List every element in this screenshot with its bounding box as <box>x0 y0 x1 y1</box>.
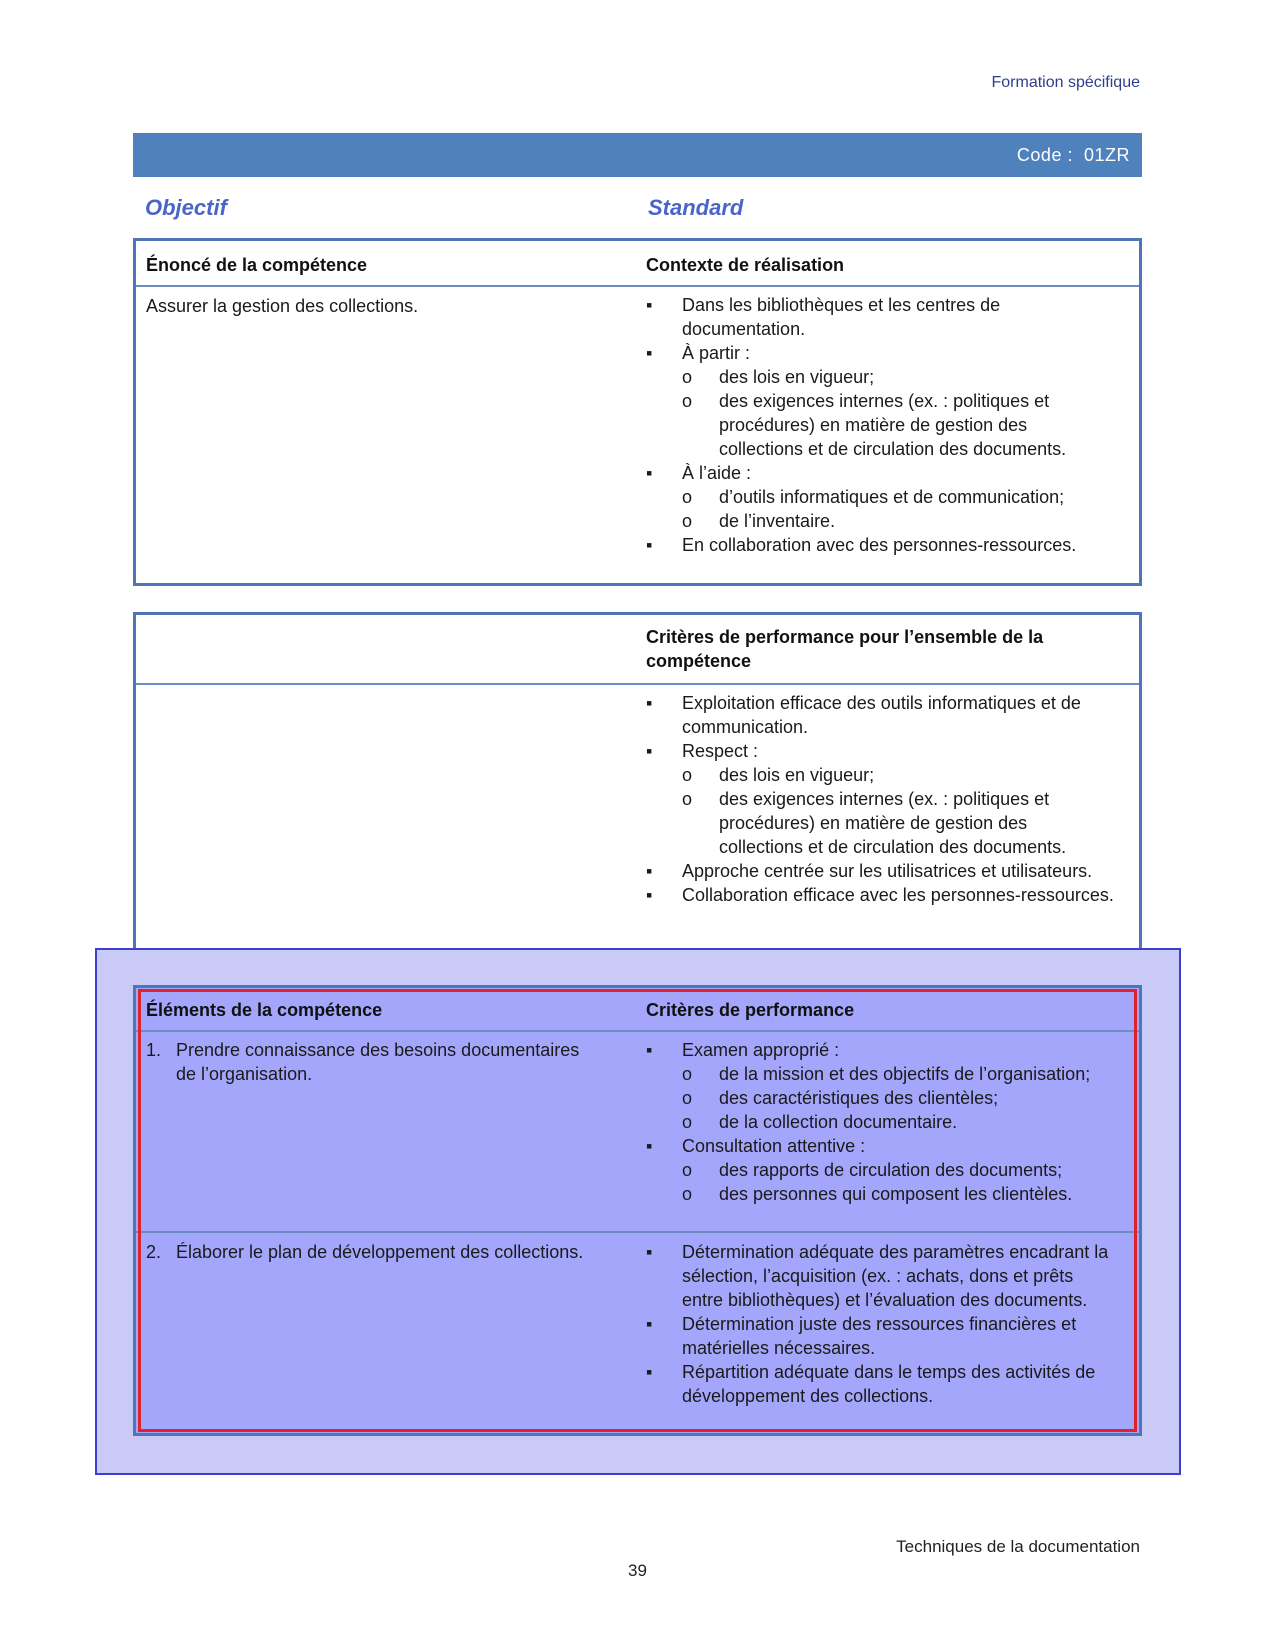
list-item: o d’outils informatiques et de communication; <box>682 485 1116 509</box>
list-item: 1. Prendre connaissance des besoins documentaires de l’organisation. <box>146 1040 580 1084</box>
page-number: 39 <box>628 1561 647 1580</box>
selection-frame <box>138 989 1137 1432</box>
competency-statement: Assurer la gestion des collections. <box>146 296 419 316</box>
statement-header: Énoncé de la compétence <box>146 255 368 275</box>
competency-statement-table <box>133 238 1142 586</box>
list-item: o de l’inventaire. <box>682 509 1116 533</box>
footer-title: Techniques de la documentation <box>896 1537 1140 1556</box>
list-item: ▪ Approche centrée sur les utilisatrices et utilisateurs. <box>646 859 1116 883</box>
overall-criteria-table <box>133 612 1142 958</box>
objectif-heading: Objectif <box>145 195 227 220</box>
list-item: ▪ Consultation attentive : o des rapports de circulation des documents; o des personnes qui composent les clientèles. <box>646 1134 1116 1206</box>
list-item: o des lois en vigueur; <box>682 365 1116 389</box>
list-item: ▪ Collaboration efficace avec les personnes-ressources. <box>646 883 1116 907</box>
code-bar <box>133 133 1142 177</box>
list-item: o des exigences internes (ex. : politiques et procédures) en matière de gestion des collections et de circulation des documents. <box>682 389 1116 461</box>
list-item: o des personnes qui composent les clientèles. <box>682 1182 1116 1206</box>
list-item: ▪ Respect : o des lois en vigueur; o des exigences internes (ex. : politiques et procédures) en matière de gestion des collections et de circulation des documents. <box>646 739 1116 859</box>
list-item: ▪ En collaboration avec des personnes-ressources. <box>646 533 1116 557</box>
header-divider <box>136 683 1139 685</box>
context-list <box>646 293 1116 557</box>
code-value: 01ZR <box>1083 145 1130 165</box>
list-item: o des rapports de circulation des documents; <box>682 1158 1116 1182</box>
header-divider <box>136 285 1139 287</box>
context-header: Contexte de réalisation <box>646 255 845 275</box>
list-item: o des exigences internes (ex. : politiques et procédures) en matière de gestion des collections et de circulation des documents. <box>682 787 1116 859</box>
list-item: ▪ Détermination adéquate des paramètres encadrant la sélection, l’acquisition (ex. : achats, dons et prêts entre bibliothèques) et l’évaluation des documents. <box>646 1240 1116 1312</box>
list-item: ▪ Dans les bibliothèques et les centres de documentation. <box>646 293 1116 341</box>
competency-code <box>1017 145 1130 166</box>
list-item: ▪ Exploitation efficace des outils informatiques et de communication. <box>646 691 1116 739</box>
overall-criteria-list <box>646 691 1116 907</box>
overall-criteria-header: Critères de performance pour l’ensemble de la compétence <box>646 627 1044 671</box>
document-section-label: Formation spécifique <box>991 74 1140 91</box>
code-label: Code : <box>1016 145 1073 165</box>
elements-header: Éléments de la compétence <box>146 1000 383 1020</box>
list-item: ▪ Examen approprié : o de la mission et des objectifs de l’organisation; o des caractéristiques des clientèles; o de la collection documentaire. <box>646 1038 1116 1134</box>
list-item: o des lois en vigueur; <box>682 763 1116 787</box>
list-item: ▪ À partir : o des lois en vigueur; o des exigences internes (ex. : politiques et procédures) en matière de gestion des collections et de circulation des documents. <box>646 341 1116 461</box>
element-number: 1. <box>146 1040 162 1060</box>
criteria-header: Critères de performance <box>646 1000 855 1020</box>
list-item: o de la mission et des objectifs de l’organisation; <box>682 1062 1116 1086</box>
list-item: o des caractéristiques des clientèles; <box>682 1086 1116 1110</box>
element-number: 2. <box>146 1242 162 1262</box>
list-item: 2. Élaborer le plan de développement des collections. <box>146 1242 584 1262</box>
list-item: ▪ Détermination juste des ressources financières et matérielles nécessaires. <box>646 1312 1116 1360</box>
standard-heading: Standard <box>648 195 744 220</box>
list-item: ▪ Répartition adéquate dans le temps des activités de développement des collections. <box>646 1360 1116 1408</box>
list-item: ▪ À l’aide : o d’outils informatiques et de communication; o de l’inventaire. <box>646 461 1116 533</box>
list-item: o de la collection documentaire. <box>682 1110 1116 1134</box>
